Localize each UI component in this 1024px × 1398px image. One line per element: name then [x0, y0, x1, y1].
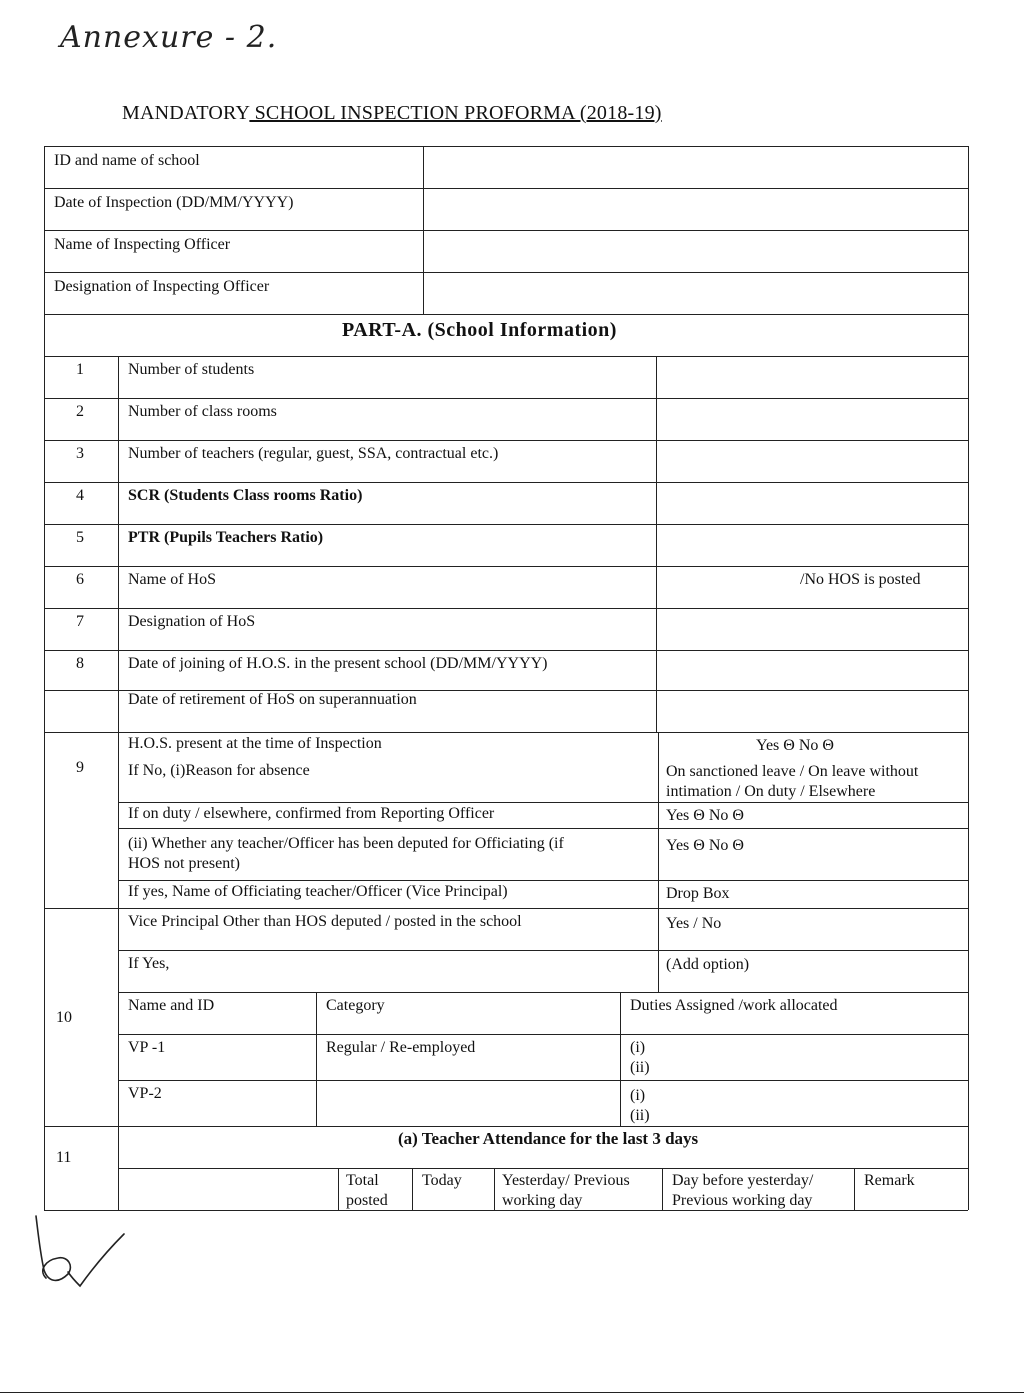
input-number-of-students[interactable] — [658, 358, 966, 397]
row-number: 5 — [76, 529, 84, 546]
col-header-duties-assigned: Duties Assigned /work allocated — [630, 997, 838, 1014]
col-header-name-and-id: Name and ID — [128, 997, 215, 1014]
vp1-duty-i[interactable]: (i) — [630, 1039, 646, 1056]
label-date-of-retirement-hos: Date of retirement of HoS on superannuation — [128, 691, 417, 708]
vice-principal-yes-no-option[interactable]: Yes / No — [666, 915, 722, 932]
label-hos-present: H.O.S. present at the time of Inspection — [128, 735, 382, 752]
row-number: 3 — [76, 445, 84, 462]
vp1-name: VP -1 — [128, 1039, 166, 1056]
label-if-yes: If Yes, — [128, 955, 170, 972]
field-inspecting-officer-name: Name of Inspecting Officer — [54, 236, 231, 253]
page-title — [122, 102, 662, 125]
row-number: 9 — [76, 759, 84, 776]
part-a-heading: PART-A. (School Information) — [342, 319, 617, 341]
row-number: 11 — [56, 1149, 72, 1166]
input-designation-of-hos[interactable] — [658, 610, 966, 649]
field-school-id-name: ID and name of school — [54, 152, 200, 169]
input-date-of-retirement-hos[interactable] — [658, 692, 966, 731]
reason-for-absence-options[interactable]: On sanctioned leave / On leave without — [666, 763, 919, 780]
input-ptr[interactable] — [658, 526, 966, 565]
row-number: 2 — [76, 403, 84, 420]
label-officiating-name: If yes, Name of Officiating teacher/Officer (Vice Principal) — [128, 883, 508, 900]
label-designation-of-hos: Designation of HoS — [128, 613, 256, 630]
teacher-attendance-heading: (a) Teacher Attendance for the last 3 days — [398, 1129, 699, 1148]
col-header-total-posted: Total — [346, 1172, 379, 1189]
officiating-yes-no-radio[interactable]: Yes Θ No Θ — [666, 837, 744, 854]
row-number: 7 — [76, 613, 84, 630]
title-prefix: MANDATORY — [122, 102, 250, 124]
label-number-of-teachers: Number of teachers (regular, guest, SSA, contractual etc.) — [128, 445, 499, 462]
add-option-button[interactable]: (Add option) — [666, 956, 750, 973]
confirmed-yes-no-radio[interactable]: Yes Θ No Θ — [666, 807, 744, 824]
col-header-yesterday: Yesterday/ Previous — [502, 1172, 630, 1189]
vp2-duty-ii[interactable]: (ii) — [630, 1107, 650, 1124]
input-scr[interactable] — [658, 484, 966, 523]
row-number: 8 — [76, 655, 84, 672]
input-inspecting-officer-designation[interactable] — [425, 274, 966, 313]
title-underlined: SCHOOL INSPECTION PROFORMA (2018-19) — [249, 102, 662, 124]
label-number-of-students: Number of students — [128, 361, 255, 378]
hos-present-yes-no-radio[interactable]: Yes Θ No Θ — [756, 737, 834, 754]
label-scr: SCR (Students Class rooms Ratio) — [128, 487, 363, 504]
field-inspecting-officer-designation: Designation of Inspecting Officer — [54, 278, 270, 295]
col-header-yesterday-line2: working day — [502, 1192, 583, 1209]
vp1-duty-ii[interactable]: (ii) — [630, 1059, 650, 1076]
vp2-name: VP-2 — [128, 1085, 162, 1102]
field-date-of-inspection: Date of Inspection (DD/MM/YYYY) — [54, 194, 294, 211]
label-officiating-deputed: (ii) Whether any teacher/Officer has been deputed for Officiating (if — [128, 835, 564, 852]
row-number: 4 — [76, 487, 84, 504]
col-header-today: Today — [422, 1172, 462, 1189]
col-header-day-before-yesterday-line2: Previous working day — [672, 1192, 813, 1209]
reason-for-absence-options-line2[interactable]: intimation / On duty / Elsewhere — [666, 783, 876, 800]
input-date-of-joining-hos[interactable] — [658, 652, 966, 689]
vp2-category-input[interactable] — [318, 1082, 619, 1125]
label-confirmed-from-reporting-officer: If on duty / elsewhere, confirmed from Reporting Officer — [128, 805, 495, 822]
no-hos-posted-option[interactable]: /No HOS is posted — [800, 571, 921, 588]
col-header-category: Category — [326, 997, 385, 1014]
annexure-label: Annexure - 2. — [60, 20, 278, 55]
col-header-day-before-yesterday: Day before yesterday/ — [672, 1172, 814, 1189]
label-officiating-deputed-line2: HOS not present) — [128, 855, 240, 872]
label-name-of-hos: Name of HoS — [128, 571, 216, 588]
label-reason-for-absence: If No, (i)Reason for absence — [128, 762, 310, 779]
label-ptr: PTR (Pupils Teachers Ratio) — [128, 529, 324, 546]
row-number: 1 — [76, 361, 84, 378]
signature-mark — [28, 1212, 138, 1292]
row-number: 10 — [56, 1009, 72, 1026]
vp1-category-options[interactable]: Regular / Re-employed — [326, 1039, 476, 1056]
input-inspecting-officer-name[interactable] — [425, 232, 966, 271]
input-number-of-teachers[interactable] — [658, 442, 966, 481]
officiating-name-dropdown[interactable]: Drop Box — [666, 885, 730, 902]
col-header-remark: Remark — [864, 1172, 915, 1189]
vp2-duty-i[interactable]: (i) — [630, 1087, 646, 1104]
input-date-of-inspection[interactable] — [425, 190, 966, 229]
input-number-of-class-rooms[interactable] — [658, 400, 966, 439]
input-school-id-name[interactable] — [425, 148, 966, 187]
row-number: 6 — [76, 571, 84, 588]
col-header-total-posted-line2: posted — [346, 1192, 388, 1209]
label-date-of-joining-hos: Date of joining of H.O.S. in the present school (DD/MM/YYYY) — [128, 655, 548, 672]
label-vice-principal-deputed: Vice Principal Other than HOS deputed / posted in the school — [128, 913, 522, 930]
label-number-of-class-rooms: Number of class rooms — [128, 403, 277, 420]
